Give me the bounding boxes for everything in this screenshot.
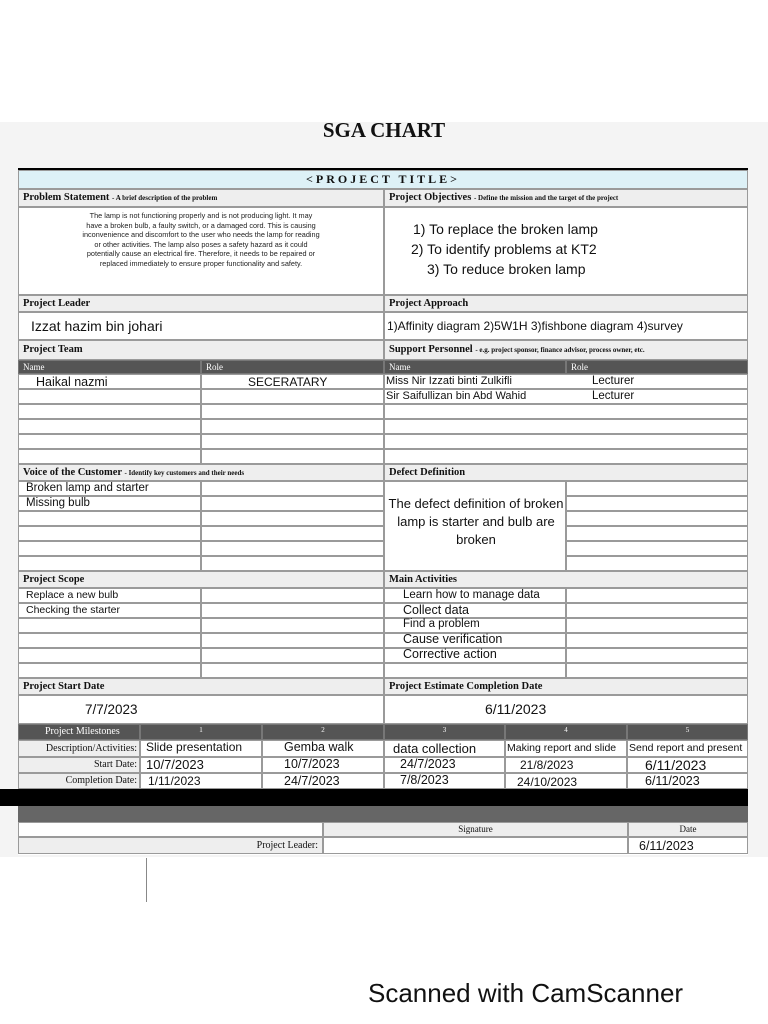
team-role-col-header: Role <box>201 360 384 374</box>
activity-item: Collect data <box>403 603 470 617</box>
defect-definition-text: The defect definition of broken lamp is starter and bulb are broken <box>388 496 564 547</box>
milestone-row-label: Description/Activities: <box>18 740 140 757</box>
completion-date-value: 6/11/2023 <box>485 701 547 717</box>
grid-cell <box>18 434 201 449</box>
milestone-start: 24/7/2023 <box>400 757 456 771</box>
project-leader-cell <box>18 312 384 340</box>
milestone-start: 10/7/2023 <box>146 757 204 772</box>
start-date-cell <box>18 695 384 724</box>
grid-cell <box>18 404 201 419</box>
gray-divider-bar <box>18 806 748 822</box>
project-objectives-header: Project Objectives - Define the mission and the target of the project <box>384 189 748 207</box>
support-role-col-header: Role <box>566 360 748 374</box>
grid-cell <box>566 618 748 633</box>
milestone-end: 24/10/2023 <box>517 775 578 789</box>
team-grid <box>18 374 748 464</box>
milestone-desc: Send report and present <box>629 742 743 754</box>
main-activities-header: Main Activities <box>384 571 748 588</box>
project-leader-name: Izzat hazim bin johari <box>31 318 163 334</box>
grid-cell <box>566 588 748 603</box>
start-date-value: 7/7/2023 <box>85 702 138 717</box>
grid-cell <box>201 588 384 603</box>
grid-cell <box>201 648 384 663</box>
project-approach-cell <box>384 312 748 340</box>
milestone-start: 6/11/2023 <box>645 757 707 773</box>
milestone-desc: data collection <box>393 741 477 756</box>
grid-cell <box>201 389 384 404</box>
grid-cell <box>201 618 384 633</box>
activity-item: Cause verification <box>403 632 503 646</box>
scope-item: Checking the starter <box>26 604 120 616</box>
document-title: SGA CHART <box>322 118 446 142</box>
grid-cell <box>384 449 748 464</box>
team-member-name: Haikal nazmi <box>36 375 108 389</box>
scope-item: Replace a new bulb <box>26 589 119 601</box>
grid-cell <box>201 449 384 464</box>
grid-cell <box>18 822 323 837</box>
milestone-end: 24/7/2023 <box>284 774 340 788</box>
milestones-header: Project Milestones <box>18 724 140 740</box>
milestone-start: 10/7/2023 <box>284 757 340 771</box>
grid-cell <box>18 511 201 526</box>
grid-cell <box>201 434 384 449</box>
grid-cell <box>384 434 748 449</box>
scope-activities-grid <box>18 588 748 678</box>
project-scope-header: Project Scope <box>18 571 384 588</box>
voc-item: Broken lamp and starter <box>26 482 149 494</box>
grid-cell <box>18 648 201 663</box>
grid-cell <box>18 541 201 556</box>
project-team-header: Project Team <box>18 340 384 360</box>
support-person-name: Sir Saifullizan bin Abd Wahid <box>386 390 527 402</box>
grid-cell <box>201 481 384 496</box>
signature-date-cell <box>628 837 748 854</box>
support-person-role: Lecturer <box>592 375 635 387</box>
grid-cell <box>566 556 748 571</box>
milestone-number: 1 <box>140 724 262 740</box>
grid-cell <box>566 496 748 511</box>
milestone-desc: Making report and slide <box>507 742 617 754</box>
completion-date-cell <box>384 695 748 724</box>
grid-cell <box>384 404 748 419</box>
milestone-number: 3 <box>384 724 505 740</box>
team-name-col-header: Name <box>18 360 201 374</box>
grid-cell <box>384 419 748 434</box>
objective-item: 3) To reduce broken lamp <box>427 261 586 277</box>
activity-item: Learn how to manage data <box>403 589 540 601</box>
camscanner-watermark: Scanned with CamScanner <box>368 978 684 1008</box>
start-date-header: Project Start Date <box>18 678 384 695</box>
problem-statement-header: Problem Statement - A brief description of the problem <box>18 189 384 207</box>
project-leader-signature-label: Project Leader: <box>18 837 323 854</box>
grid-cell <box>566 633 748 648</box>
defect-definition-header: Defect Definition <box>384 464 748 481</box>
grid-cell <box>566 603 748 618</box>
milestone-number: 4 <box>505 724 627 740</box>
grid-cell <box>566 541 748 556</box>
problem-statement-text: The lamp is not functioning properly and is not producing light. It may have a broken bulb, a faulty switch, or a damaged cord. This is causing inconvenience and discomfort to the user who needs the lamp for reading or other activities. The lamp also poses a safety hazard as it could potentially cause an electrical fire. Therefore, it needs to be repaired or replaced immediately to ensure proper functionality and safety. <box>82 211 320 268</box>
completion-date-header: Project Estimate Completion Date <box>384 678 748 695</box>
date-col-header: Date <box>628 822 748 837</box>
grid-cell <box>566 663 748 678</box>
grid-cell <box>201 663 384 678</box>
activity-item: Corrective action <box>403 647 497 661</box>
grid-cell <box>566 481 748 496</box>
grid-cell <box>201 541 384 556</box>
project-leader-header: Project Leader <box>18 295 384 312</box>
grid-cell <box>18 449 201 464</box>
signature-date: 6/11/2023 <box>639 839 694 853</box>
milestone-desc: Slide presentation <box>146 740 243 754</box>
signature-col-header: Signature <box>323 822 628 837</box>
grid-cell <box>18 618 201 633</box>
objective-item: 1) To replace the broken lamp <box>413 221 598 237</box>
milestone-start: 21/8/2023 <box>520 758 574 772</box>
milestone-number: 5 <box>627 724 748 740</box>
support-person-name: Miss Nir Izzati binti Zulkifli <box>386 375 512 387</box>
objective-item: 2) To identify problems at KT2 <box>411 241 597 257</box>
sga-chart-sheet <box>18 168 748 855</box>
milestone-desc: Gemba walk <box>284 740 354 754</box>
grid-cell <box>18 663 201 678</box>
milestone-row-label: Completion Date: <box>18 773 140 789</box>
scan-artifact-line <box>146 858 147 902</box>
grid-cell <box>18 419 201 434</box>
team-member-role: SECERATARY <box>248 375 328 389</box>
support-name-col-header: Name <box>384 360 566 374</box>
grid-cell <box>18 556 201 571</box>
voc-item: Missing bulb <box>26 497 90 509</box>
grid-cell <box>201 526 384 541</box>
grid-cell <box>201 603 384 618</box>
voice-of-customer-header: Voice of the Customer - Identify key customers and their needs <box>18 464 384 481</box>
grid-cell <box>566 648 748 663</box>
project-approach-header: Project Approach <box>384 295 748 312</box>
grid-cell <box>201 404 384 419</box>
grid-cell <box>384 663 566 678</box>
grid-cell <box>201 419 384 434</box>
grid-cell <box>566 526 748 541</box>
grid-cell <box>18 389 201 404</box>
support-person-role: Lecturer <box>592 390 635 402</box>
grid-cell <box>201 511 384 526</box>
voc-grid <box>18 481 384 571</box>
grid-cell <box>566 511 748 526</box>
black-divider-bar <box>0 789 748 806</box>
project-approach-text: 1)Affinity diagram 2)5W1H 3)fishbone diagram 4)survey <box>387 319 683 333</box>
defect-grid <box>384 481 748 571</box>
milestone-row-label: Start Date: <box>18 757 140 773</box>
signature-field <box>323 837 628 854</box>
grid-cell <box>18 633 201 648</box>
milestone-end: 1/11/2023 <box>148 774 201 788</box>
support-personnel-header: Support Personnel - e.g. project sponsor, finance advisor, process owner, etc. <box>384 340 748 360</box>
milestone-end: 6/11/2023 <box>645 774 700 788</box>
project-title-bar: <PROJECT TITLE> <box>18 170 748 189</box>
objectives-box <box>384 207 748 295</box>
grid-cell <box>201 556 384 571</box>
grid-cell <box>201 633 384 648</box>
milestone-number: 2 <box>262 724 384 740</box>
grid-cell <box>201 496 384 511</box>
problem-statement-box <box>18 207 384 295</box>
grid-cell <box>18 526 201 541</box>
milestone-end: 7/8/2023 <box>400 773 449 787</box>
activity-item: Find a problem <box>403 618 480 630</box>
